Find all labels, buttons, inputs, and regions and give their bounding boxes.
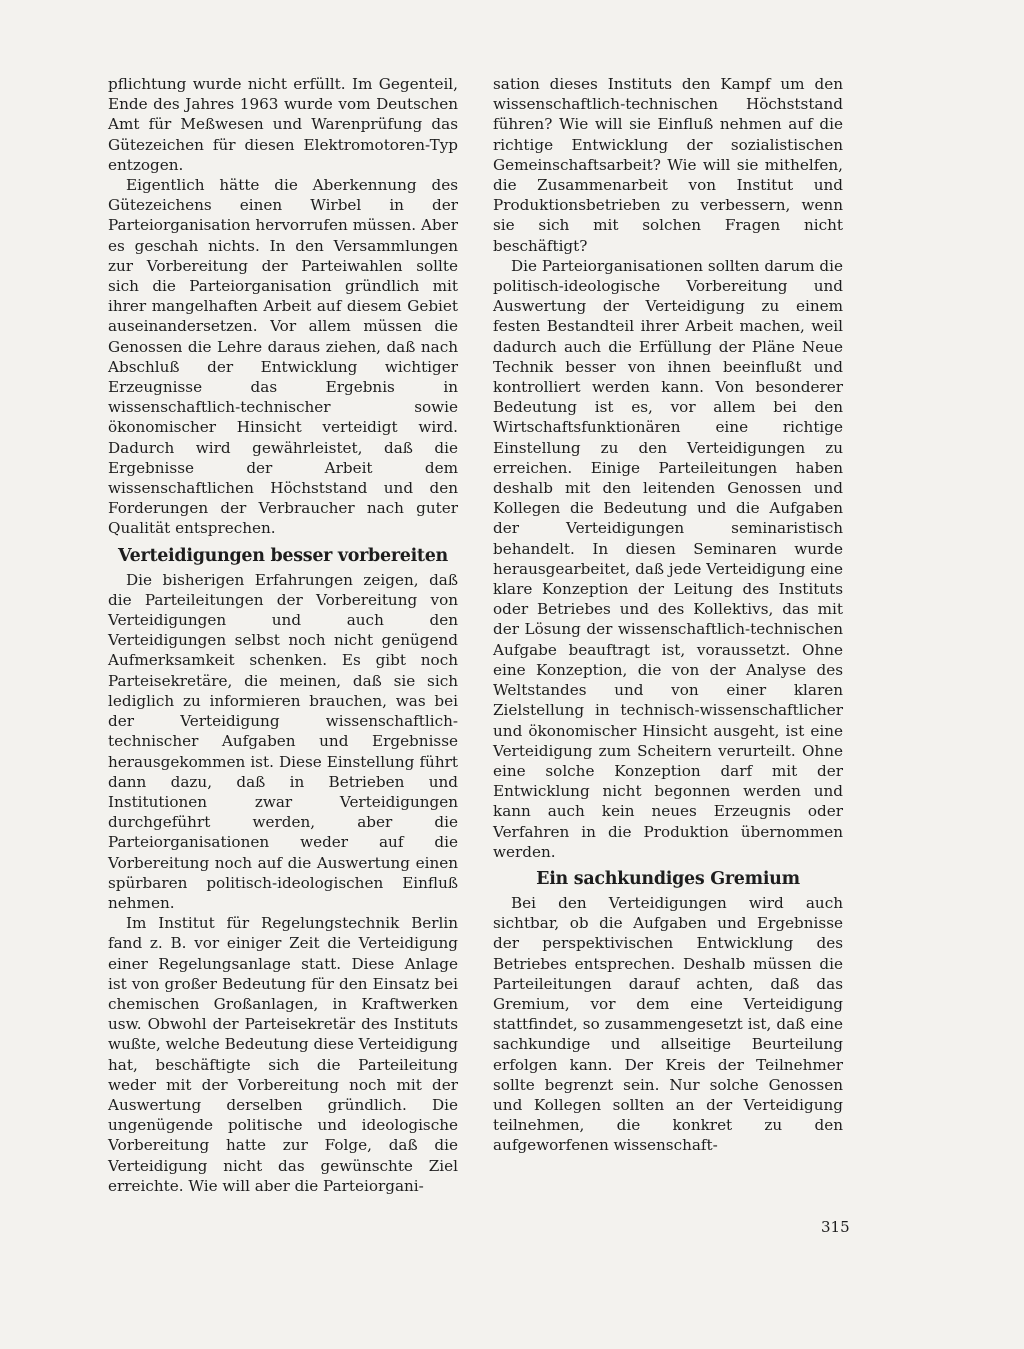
page-number: 315 xyxy=(821,1218,850,1236)
paragraph: Die bisherigen Erfahrungen zeigen, daß die Parteileitungen der Vorbereitung von Verteidigungen und auch den Verteidigungen selbst noch nicht genügend Aufmerksamkeit schenken. Es gibt noch Parteisekretäre, die meinen, daß sie sich lediglich zu informieren brauchen, was bei der Verteidigung wissenschaftlich-technischer Aufgaben und Ergebnisse herausgekommen ist. Diese Einstellung führt dann dazu, daß in Betrieben und Institutionen zwar Verteidigungen durchgeführt werden, aber die Parteiorganisationen weder auf die Vorbereitung noch auf die Auswertung einen spürbaren politisch-ideologischen Einfluß nehmen. xyxy=(108,570,458,912)
section-heading: Verteidigungen besser vorbereiten xyxy=(118,545,448,566)
paragraph: pflichtung wurde nicht erfüllt. Im Gegenteil, Ende des Jahres 1963 wurde vom Deutschen Amt für Meßwesen und Warenprüfung das Gütezeichen für diesen Elektromotoren-Typ entzogen. xyxy=(108,75,458,174)
paragraph: sation dieses Instituts den Kampf um den wissenschaftlich-technischen Höchststand führen? Wie will sie Einfluß nehmen auf die richtige Entwicklung der sozialistischen Gemeinschaftsarbeit? Wie will sie mithelfen, die Zusammenarbeit von Institut und Produktionsbetrieben zu verbessern, wenn sie sich mit solchen Fragen nicht beschäftigt? xyxy=(493,75,843,255)
paragraph: Die Parteiorganisationen sollten darum die politisch-ideologische Vorbereitung und Auswertung der Verteidigung zu einem festen Bestandteil ihrer Arbeit machen, weil dadurch auch die Erfüllung der Pläne Neue Technik besser von ihnen beeinflußt und kontrolliert werden kann. Von besonderer Bedeutung ist es, vor allem bei den Wirtschaftsfunktionären eine richtige Einstellung zu den Verteidigungen zu erreichen. Einige Parteileitungen haben deshalb mit den leitenden Genossen und Kollegen die Bedeutung und die Aufgaben der Verteidigungen seminaristisch behandelt. In diesen Seminaren wurde herausgearbeitet, daß jede Verteidigung eine klare Konzeption der Leitung des Instituts oder Betriebes und des Kollektivs, das mit der Lösung der wissenschaftlich-technischen Aufgabe beauftragt ist, voraussetzt. Ohne eine Konzeption, die von der Analyse des Weltstandes und von einer klaren Zielstellung in technisch-wissenschaftlicher und ökonomischer Hinsicht ausgeht, ist eine Verteidigung zum Scheitern verurteilt. Ohne eine solche Konzeption darf mit der Entwicklung nicht begonnen werden und kann auch kein neues Erzeugnis oder Verfahren in die Produktion übernommen werden. xyxy=(493,256,843,861)
paragraph: Im Institut für Regelungstechnik Berlin fand z. B. vor einiger Zeit die Verteidigung einer Regelungsanlage statt. Diese Anlage ist von großer Bedeutung für den Einsatz bei chemischen Großanlagen, in Kraftwerken usw. Obwohl der Parteisekretär des Instituts wußte, welche Bedeutung diese Verteidigung hat, beschäftigte sich die Parteileitung weder mit der Vorbereitung noch mit der Auswertung derselben gründlich. Die ungenügende politische und ideologische Vorbereitung hatte zur Folge, daß die Verteidigung nicht das gewünschte Ziel erreichte. Wie will aber die Parteiorgani- xyxy=(108,914,459,1195)
section-heading: Ein sachkundiges Gremium xyxy=(536,868,800,889)
left-column xyxy=(108,74,458,1196)
paragraph: Eigentlich hätte die Aberkennung des Gütezeichens einen Wirbel in der Parteiorganisation hervorrufen müssen. Aber es geschah nichts. In den Versammlungen zur Vorbereitung der Parteiwahlen sollte sich die Parteiorganisation gründlich mit ihrer mangelhaften Arbeit auf diesem Gebiet auseinandersetzen. Vor allem müssen die Genossen die Lehre daraus ziehen, daß nach Abschluß der Entwicklung wichtiger Erzeugnisse das Ergebnis in wissenschaftlich-technischer sowie ökonomischer Hinsicht verteidigt wird. Dadurch wird gewährleistet, daß die Ergebnisse der Arbeit dem wissenschaftlichen Höchststand und den Forderungen der Verbraucher nach guter Qualität entsprechen. xyxy=(108,176,458,538)
paragraph: Bei den Verteidigungen wird auch sichtbar, ob die Aufgaben und Ergebnisse der perspektivischen Entwicklung des Betriebes entsprechen. Deshalb müssen die Parteileitungen darauf achten, daß das Gremium, vor dem eine Verteidigung stattfindet, so zusammengesetzt ist, daß eine sachkundige und allseitige Beurteilung erfolgen kann. Der Kreis der Teilnehmer sollte begrenzt sein. Nur solche Genossen und Kollegen sollten an der Verteidigung teilnehmen, die konkret zu den aufgeworfenen wissenschaft- xyxy=(493,893,843,1155)
right-column xyxy=(493,74,843,1156)
